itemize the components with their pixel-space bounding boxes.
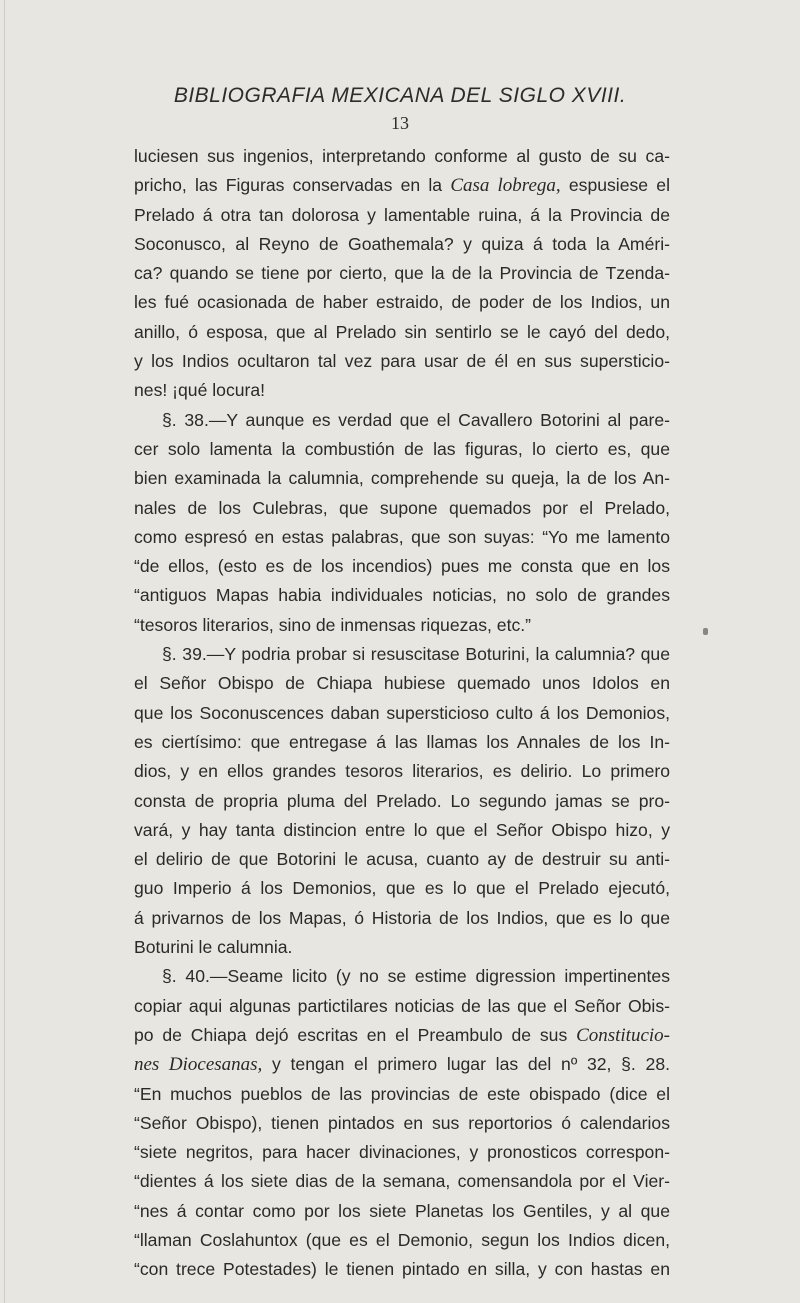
text-line: “siete negritos, para hacer divinaciones, y pronosticos correspon-: [134, 1142, 670, 1163]
text-line: nales de los Culebras, que supone quemados por el Prelado,: [134, 497, 670, 518]
text-segment: espusiese el: [560, 175, 670, 196]
text-line: nes! ¡qué locura!: [134, 380, 266, 401]
text-line: que los Soconuscences daban supersticioso culto á los Demonios,: [134, 702, 670, 723]
paragraph-38-start: §. 38.—Y aunque es verdad que el Cavallero Botorini al pare-: [162, 409, 670, 430]
text-line: “En muchos pueblos de las provincias de este obispado (dice el: [134, 1083, 670, 1104]
italic-title: nes Diocesanas,: [134, 1054, 263, 1076]
text-line: [134, 171, 670, 200]
text-line: el delirio de que Botorini le acusa, cuanto ay de destruir su anti-: [134, 849, 670, 870]
page-number: 13: [391, 113, 409, 133]
text-segment: po de Chiapa dejó escritas en el Preambulo de sus: [134, 1024, 568, 1045]
text-line: guo Imperio á los Demonios, que es lo que el Prelado ejecutó,: [134, 878, 670, 899]
text-line: ca? quando se tiene por cierto, que la de la Provincia de Tzenda-: [134, 263, 670, 284]
paragraph-40-start: §. 40.—Seame licito (y no se estime digression impertinentes: [162, 966, 670, 987]
text-line: “con trece Potestades) le tienen pintado en silla, y con hastas en: [134, 1259, 670, 1280]
text-line: anillo, ó esposa, que al Prelado sin sentirlo se le cayó del dedo,: [134, 321, 670, 342]
paragraph-39-start: §. 39.—Y podria probar si resuscitase Boturini, la calumnia? que: [162, 644, 670, 665]
text-line: les fué ocasionada de haber estraido, de poder de los Indios, un: [134, 292, 670, 313]
text-line: “dientes á los siete dias de la semana, comensandola por el Vier-: [134, 1171, 670, 1192]
text-line: luciesen sus ingenios, interpretando conforme al gusto de su ca-: [134, 146, 670, 166]
text-line: como espresó en estas palabras, que son suyas: “Yo me lamento: [134, 526, 670, 547]
text-line: vará, y hay tanta distincion entre lo que el Señor Obispo hizo, y: [134, 819, 670, 840]
text-line: Boturini le calumnia.: [134, 937, 293, 958]
text-line: copiar aqui algunas partictilares noticias de las que el Señor Obis-: [134, 995, 670, 1016]
text-segment: pricho, las Figuras conservadas en la: [134, 175, 443, 196]
text-line: Soconusco, al Reyno de Goathemala? y quiza á toda la Améri-: [134, 233, 670, 254]
text-line: bien examinada la calumnia, comprehende su queja, la de los An-: [134, 468, 670, 489]
italic-title: Constitucio-: [576, 1024, 670, 1046]
text-line: “de ellos, (esto es de los incendios) pues me consta que en los: [134, 556, 670, 577]
text-line: á privarnos de los Mapas, ó Historia de los Indios, que es lo que: [134, 907, 670, 928]
print-speck: [703, 628, 708, 635]
body-text: [134, 142, 670, 1285]
text-line: [134, 1050, 670, 1079]
text-line: “antiguos Mapas habia individuales noticias, no solo de grandes: [134, 585, 670, 606]
italic-title: Casa lobrega,: [450, 175, 561, 197]
text-line: cer solo lamenta la combustión de las figuras, lo cierto es, que: [134, 438, 670, 459]
text-line: “tesoros literarios, sino de inmensas riquezas, etc.”: [134, 614, 532, 635]
text-segment: y tengan el primero lugar las del nº 32, §. 28.: [262, 1054, 670, 1075]
text-line: es ciertísimo: que entregase á las llamas los Annales de los In-: [134, 731, 670, 752]
text-line: “llaman Coslahuntox (que es el Demonio, segun los Indios dicen,: [134, 1229, 670, 1250]
text-line: Prelado á otra tan dolorosa y lamentable ruina, á la Provincia de: [134, 204, 670, 225]
text-line: el Señor Obispo de Chiapa hubiese quemado unos Idolos en: [134, 673, 670, 694]
text-line: consta de propria pluma del Prelado. Lo segundo jamas se pro-: [134, 790, 670, 811]
text-line: “nes á contar como por los siete Planetas los Gentiles, y al que: [134, 1200, 670, 1221]
text-line: “Señor Obispo), tienen pintados en sus reportorios ó calendarios: [134, 1112, 670, 1133]
text-line: y los Indios ocultaron tal vez para usar de él en sus supersticio-: [134, 351, 670, 372]
text-line: dios, y en ellos grandes tesoros literarios, es delirio. Lo primero: [134, 761, 670, 782]
text-line: [134, 1021, 670, 1050]
running-head: BIBLIOGRAFIA MEXICANA DEL SIGLO XVIII.: [173, 84, 627, 107]
page-edge-line: [4, 0, 5, 1303]
